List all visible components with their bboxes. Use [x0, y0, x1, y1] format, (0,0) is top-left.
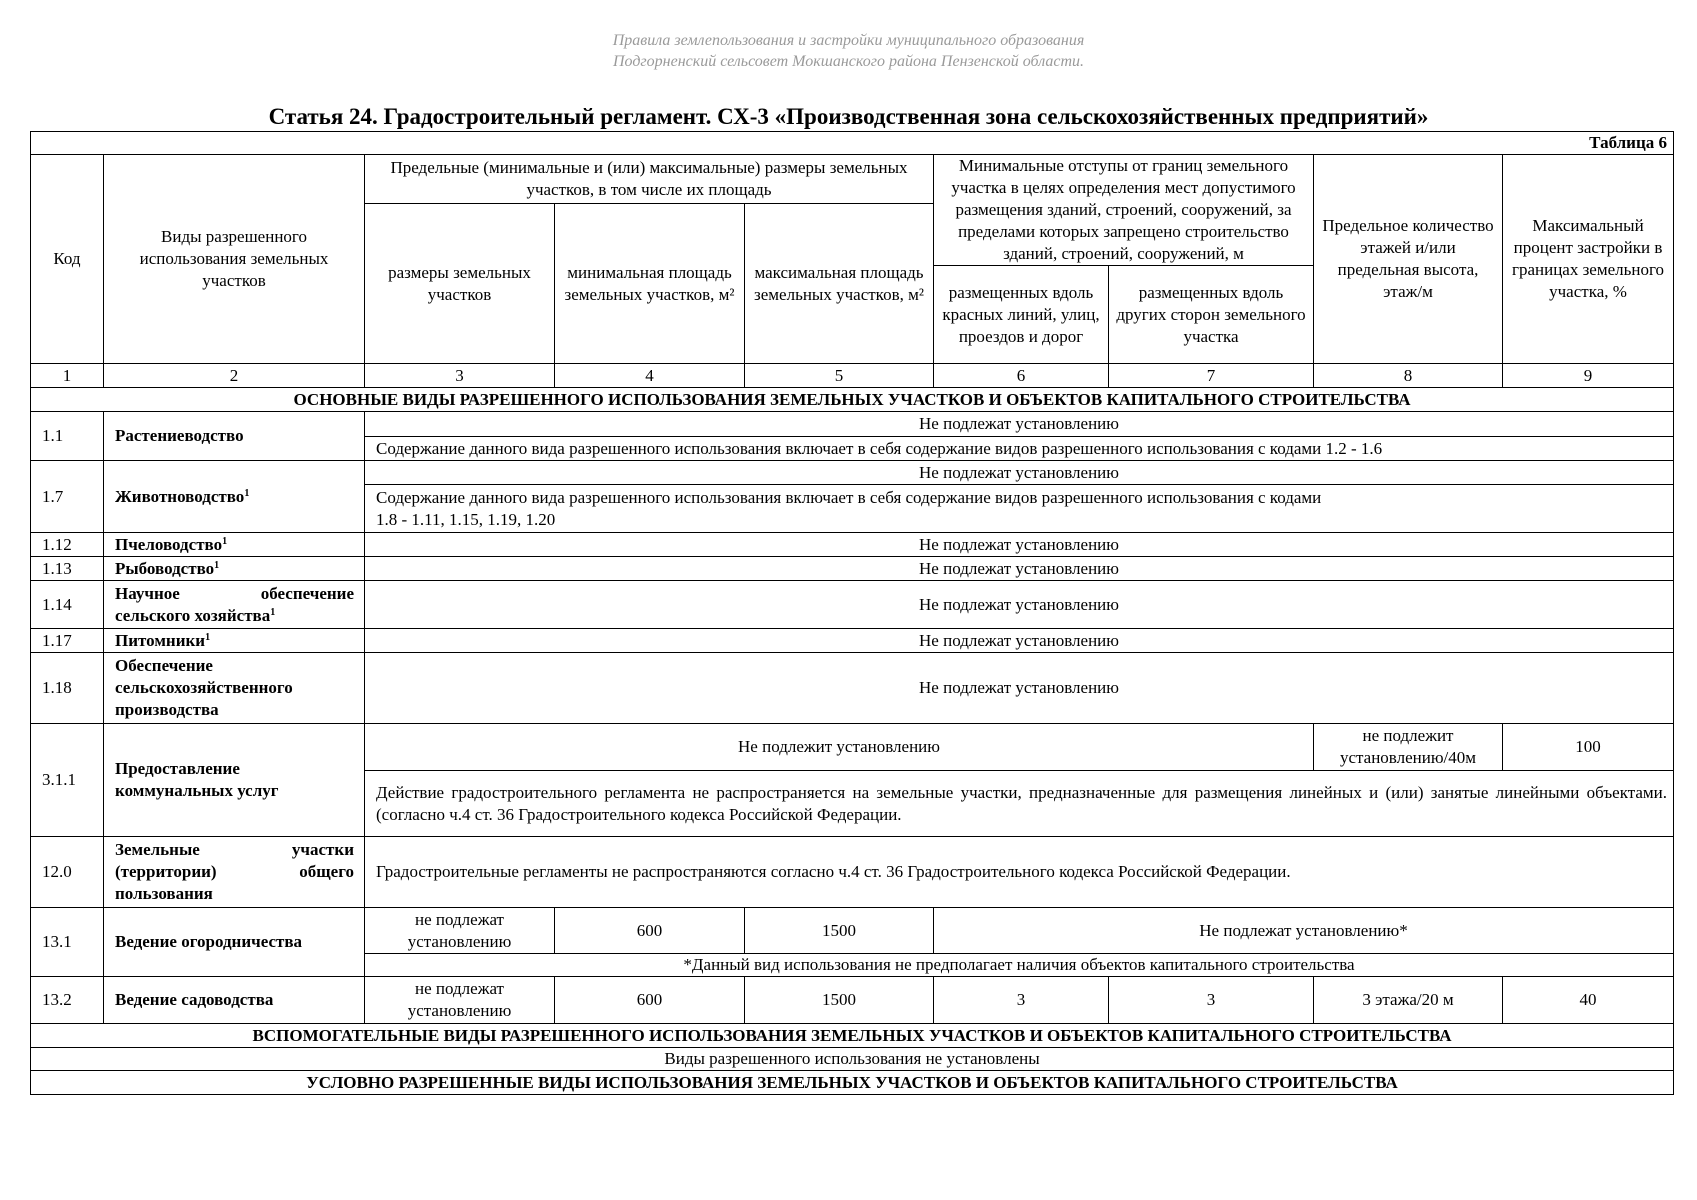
- row-name-text: Научное обеспечение сельского хозяйства: [115, 583, 354, 625]
- col-number: 7: [1109, 364, 1314, 388]
- row-value: Не подлежат установлению: [365, 629, 1674, 653]
- row-value: Не подлежат установлению: [365, 581, 1674, 629]
- section-header-row: [31, 1071, 1674, 1095]
- row-value: Не подлежат установлению: [365, 461, 1674, 485]
- running-header-line-1: Правила землепользования и застройки муниципального образования: [612, 32, 1085, 49]
- header-setback-other: размещенных вдоль других сторон земельного участка: [1109, 266, 1314, 364]
- col-number: 5: [745, 364, 934, 388]
- table-row: [31, 629, 1674, 653]
- row-value: Не подлежат установлению: [365, 533, 1674, 557]
- section-conditional: УСЛОВНО РАЗРЕШЕННЫЕ ВИДЫ ИСПОЛЬЗОВАНИЯ ЗЕМЕЛЬНЫХ УЧАСТКОВ И ОБЪЕКТОВ КАПИТАЛЬНОГО СТРОИТЕЛЬСТВА: [31, 1071, 1674, 1095]
- header-max-percent: Максимальный процент застройки в границах земельного участка, %: [1503, 155, 1674, 364]
- row-name-text: Питомники: [115, 630, 206, 650]
- row-name: [104, 533, 365, 557]
- row-code: 1.18: [31, 653, 104, 724]
- row-floors: 3 этажа/20 м: [1314, 977, 1503, 1024]
- section-main: ОСНОВНЫЕ ВИДЫ РАЗРЕШЕННОГО ИСПОЛЬЗОВАНИЯ ЗЕМЕЛЬНЫХ УЧАСТКОВ И ОБЪЕКТОВ КАПИТАЛЬНОГО СТРОИТЕЛЬСТВА: [31, 388, 1674, 412]
- table-row: [31, 461, 1674, 485]
- row-name-text: Животноводство: [115, 486, 245, 506]
- row-setback-red: 3: [934, 977, 1109, 1024]
- aux-text: Виды разрешенного использования не установлены: [31, 1048, 1674, 1071]
- col-number: 4: [555, 364, 745, 388]
- row-sizes: не подлежат установлению: [365, 977, 555, 1024]
- section-aux: ВСПОМОГАТЕЛЬНЫЕ ВИДЫ РАЗРЕШЕННОГО ИСПОЛЬЗОВАНИЯ ЗЕМЕЛЬНЫХ УЧАСТКОВ И ОБЪЕКТОВ КАПИТАЛЬНОГО СТРОИТЕЛЬСТВА: [31, 1024, 1674, 1048]
- col-number: 3: [365, 364, 555, 388]
- table-row: [31, 977, 1674, 1024]
- row-code: 1.1: [31, 412, 104, 461]
- row-code: 13.2: [31, 977, 104, 1024]
- footnote-mark: 1: [222, 535, 228, 547]
- row-sizes: не подлежат установлению: [365, 908, 555, 954]
- table-row: [31, 724, 1674, 771]
- header-use-types: Виды разрешенного использования земельных участков: [104, 155, 365, 364]
- col-number: 2: [104, 364, 365, 388]
- row-value: Не подлежат установлению: [365, 557, 1674, 581]
- header-row-1: [31, 155, 1674, 204]
- row-value: Не подлежат установлению: [365, 412, 1674, 437]
- row-name: Ведение садоводства: [104, 977, 365, 1024]
- table-row: [31, 412, 1674, 437]
- row-code: 1.12: [31, 533, 104, 557]
- running-header: [0, 30, 1697, 72]
- row-name: [104, 581, 365, 629]
- header-setbacks: Минимальные отступы от границ земельного участка в целях определения мест допустимого размещения зданий, строений, сооружений, за пределами которых запрещено строительство зданий, строений, сооружений, м: [934, 155, 1314, 266]
- header-limit-sizes: Предельные (минимальные и (или) максимальные) размеры земельных участков, в том числе их площадь: [365, 155, 934, 204]
- header-setback-red: размещенных вдоль красных линий, улиц, проездов и дорог: [934, 266, 1109, 364]
- col-number: 9: [1503, 364, 1674, 388]
- table-row: [31, 653, 1674, 724]
- col-number: 1: [31, 364, 104, 388]
- row-max-area: 1500: [745, 908, 934, 954]
- row-name: Предоставление коммунальных услуг: [104, 724, 365, 837]
- row-note: Действие градостроительного регламента не распространяется на земельные участки, предназначенные для размещения линейных и (или) занятые линейными объектами. (согласно ч.4 ст. 36 Градостроительного кодекса Российской Федерации.: [365, 771, 1674, 837]
- header-max-area: максимальная площадь земельных участков, м²: [745, 204, 934, 364]
- row-value: Не подлежат установлению: [365, 653, 1674, 724]
- header-code: Код: [31, 155, 104, 364]
- row-code: 12.0: [31, 837, 104, 908]
- row-note: Градостроительные регламенты не распространяются согласно ч.4 ст. 36 Градостроительного кодекса Российской Федерации.: [365, 837, 1674, 908]
- row-min-area: 600: [555, 977, 745, 1024]
- row-code: 1.13: [31, 557, 104, 581]
- table-row: [31, 1048, 1674, 1071]
- row-floors: не подлежит установлению/40м: [1314, 724, 1503, 771]
- row-name-text: Пчеловодство: [115, 534, 223, 554]
- col-number: 6: [934, 364, 1109, 388]
- row-note: [365, 485, 1674, 533]
- row-value: Не подлежат установлению*: [934, 908, 1674, 954]
- row-note: *Данный вид использования не предполагает наличия объектов капитального строительства: [365, 954, 1674, 977]
- row-code: 1.14: [31, 581, 104, 629]
- row-setback-other: 3: [1109, 977, 1314, 1024]
- row-name: Земельные участки (территории) общего пользования: [104, 837, 365, 908]
- footnote-mark: 1: [244, 487, 250, 499]
- row-note-line-1: Содержание данного вида разрешенного использования включает в себя содержание видов разрешенного использования с кодами: [376, 487, 1322, 507]
- table-row: [31, 837, 1674, 908]
- table-row: [31, 908, 1674, 954]
- col-number: 8: [1314, 364, 1503, 388]
- page-title: Статья 24. Градостроительный регламент. СХ-3 «Производственная зона сельскохозяйственных предприятий»: [268, 104, 1429, 129]
- row-value: Не подлежит установлению: [365, 724, 1314, 771]
- section-header-row: [31, 1024, 1674, 1048]
- row-note: Содержание данного вида разрешенного использования включает в себя содержание видов разрешенного использования с кодами 1.2 - 1.6: [365, 437, 1674, 461]
- table-number-row: [31, 132, 1674, 155]
- footnote-mark: 1: [205, 631, 211, 643]
- footnote-mark: 1: [214, 559, 220, 571]
- row-max-area: 1500: [745, 977, 934, 1024]
- row-name: [104, 461, 365, 533]
- row-code: 1.17: [31, 629, 104, 653]
- table-number: Таблица 6: [31, 132, 1674, 155]
- row-name: Обеспечение сельскохозяйственного производства: [104, 653, 365, 724]
- row-code: 13.1: [31, 908, 104, 977]
- row-percent: 40: [1503, 977, 1674, 1024]
- header-plot-sizes: размеры земельных участков: [365, 204, 555, 364]
- row-name: Ведение огородничества: [104, 908, 365, 977]
- row-name: Растениеводство: [104, 412, 365, 461]
- row-min-area: 600: [555, 908, 745, 954]
- running-header-line-2: Подгорненский сельсовет Мокшанского района Пензенской области.: [612, 53, 1085, 70]
- table-row: [31, 581, 1674, 629]
- table-row: [31, 557, 1674, 581]
- row-code: 3.1.1: [31, 724, 104, 837]
- row-code: 1.7: [31, 461, 104, 533]
- table-row: [31, 533, 1674, 557]
- row-name: [104, 557, 365, 581]
- header-min-area: минимальная площадь земельных участков, м²: [555, 204, 745, 364]
- section-header-row: [31, 388, 1674, 412]
- column-numbers-row: [31, 364, 1674, 388]
- row-note-line-2: 1.8 - 1.11, 1.15, 1.19, 1.20: [376, 509, 556, 529]
- row-percent: 100: [1503, 724, 1674, 771]
- header-floors: Предельное количество этажей и/или предельная высота, этаж/м: [1314, 155, 1503, 364]
- row-name-text: Рыбоводство: [115, 558, 215, 578]
- row-name: [104, 629, 365, 653]
- regulation-table: [30, 131, 1674, 1095]
- footnote-mark: 1: [270, 606, 276, 618]
